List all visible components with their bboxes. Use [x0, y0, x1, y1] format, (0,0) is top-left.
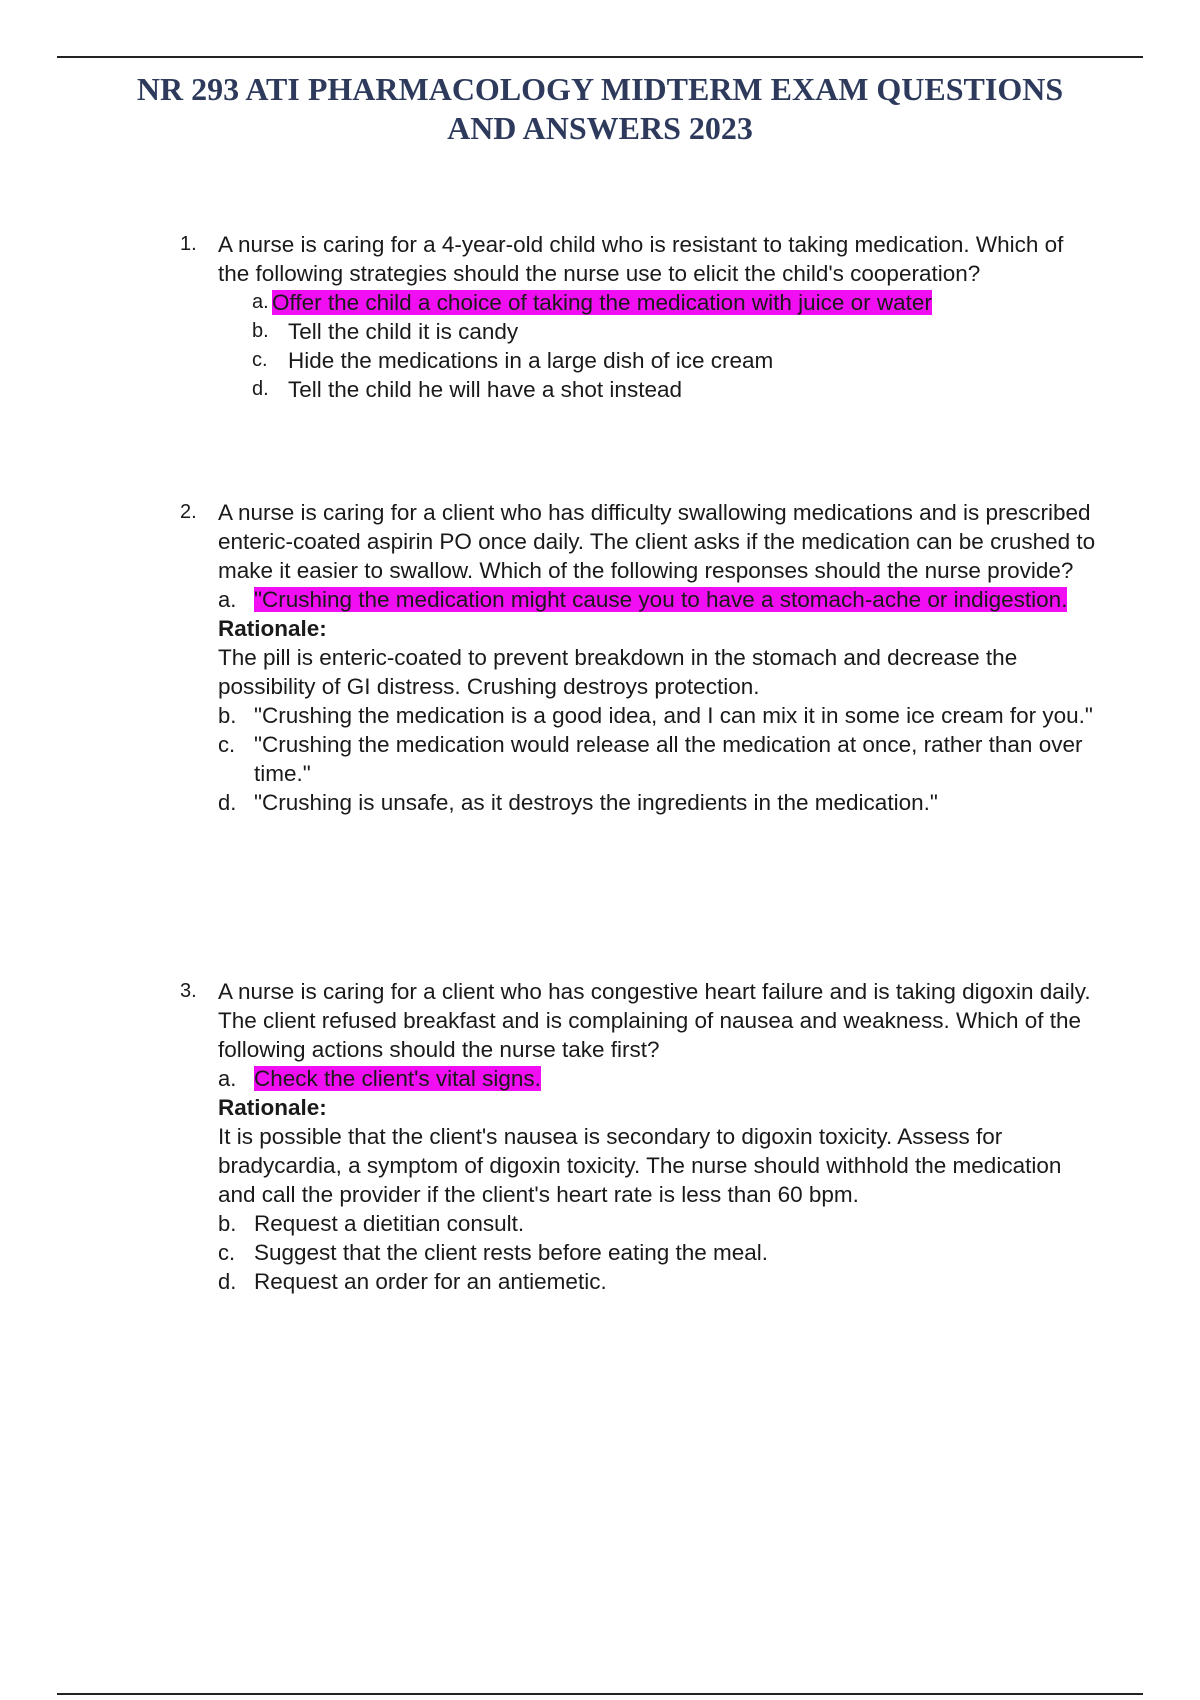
bottom-divider — [57, 1693, 1143, 1695]
option-c — [252, 346, 1100, 375]
option-letter: b. — [252, 320, 269, 342]
option-b — [218, 1209, 1100, 1238]
question-text: A nurse is caring for a client who has difficulty swallowing medications and is prescribed enteric-coated aspirin PO once daily. The client asks if the medication can be crushed to make it easier to swallow. Which of the following responses should the nurse provide? — [218, 500, 1096, 583]
option-d — [218, 788, 1100, 817]
option-text: "Crushing is unsafe, as it destroys the ingredients in the medication." — [254, 790, 938, 815]
option-letter: a. — [218, 587, 237, 612]
document-title — [60, 70, 1140, 148]
option-letter: c. — [252, 349, 268, 371]
option-letter: a. — [252, 291, 269, 313]
option-letter: b. — [218, 1211, 237, 1236]
question-3 — [180, 977, 1100, 1296]
highlighted-answer: Offer the child a choice of taking the medication with juice or water — [272, 290, 932, 315]
title-line-1: NR 293 ATI PHARMACOLOGY MIDTERM EXAM QUESTIONS — [136, 71, 1064, 107]
option-text: Suggest that the client rests before eating the meal. — [254, 1240, 769, 1265]
option-b — [252, 317, 1100, 346]
option-letter: d. — [252, 378, 269, 400]
option-d — [218, 1267, 1100, 1296]
option-d — [252, 375, 1100, 404]
option-a-correct — [252, 288, 1100, 317]
highlighted-answer: "Crushing the medication might cause you to have a stomach-ache or indigestion. — [254, 587, 1068, 612]
rationale-label: Rationale: — [218, 616, 327, 641]
option-letter: d. — [218, 790, 237, 815]
option-c — [218, 730, 1100, 788]
question-text: A nurse is caring for a client who has congestive heart failure and is taking digoxin daily. The client refused breakfast and is complaining of nausea and weakness. Which of the following actions should the nurse take first? — [218, 979, 1091, 1062]
option-letter: b. — [218, 703, 237, 728]
question-number: 3. — [180, 980, 197, 1002]
question-1 — [180, 230, 1100, 404]
title-line-2: AND ANSWERS 2023 — [447, 110, 753, 146]
option-list — [218, 1064, 1100, 1296]
option-text: Tell the child it is candy — [288, 319, 519, 344]
option-text: "Crushing the medication is a good idea, and I can mix it in some ice cream for you." — [254, 703, 1093, 728]
option-text: Request a dietitian consult. — [254, 1211, 525, 1236]
option-a-correct — [218, 1064, 1100, 1093]
top-divider — [57, 56, 1143, 58]
option-b — [218, 701, 1100, 730]
question-2 — [180, 498, 1100, 817]
highlighted-answer: Check the client's vital signs. — [254, 1066, 541, 1091]
option-list — [252, 288, 1100, 404]
option-a-correct — [218, 585, 1100, 614]
question-number: 2. — [180, 501, 197, 523]
rationale-text: The pill is enteric-coated to prevent breakdown in the stomach and decrease the possibility of GI distress. Crushing destroys protection. — [218, 645, 1018, 699]
option-letter: a. — [218, 1066, 237, 1091]
option-text: "Crushing the medication would release all the medication at once, rather than over time." — [254, 732, 1083, 786]
option-text: Tell the child he will have a shot instead — [288, 377, 682, 402]
option-list — [218, 585, 1100, 817]
option-letter: c. — [218, 1240, 236, 1265]
option-text: Request an order for an antiemetic. — [254, 1269, 607, 1294]
option-letter: d. — [218, 1269, 237, 1294]
option-letter: c. — [218, 732, 236, 757]
rationale-label: Rationale: — [218, 1095, 327, 1120]
question-text: A nurse is caring for a 4-year-old child who is resistant to taking medication. Which of the following strategies should the nurse use to elicit the child's cooperation? — [218, 232, 1064, 286]
question-number: 1. — [180, 233, 197, 255]
option-c — [218, 1238, 1100, 1267]
rationale-text: It is possible that the client's nausea is secondary to digoxin toxicity. Assess for bradycardia, a symptom of digoxin toxicity. The nurse should withhold the medication and call the provider if the client's heart rate is less than 60 bpm. — [218, 1124, 1062, 1207]
option-text: Hide the medications in a large dish of ice cream — [288, 348, 774, 373]
